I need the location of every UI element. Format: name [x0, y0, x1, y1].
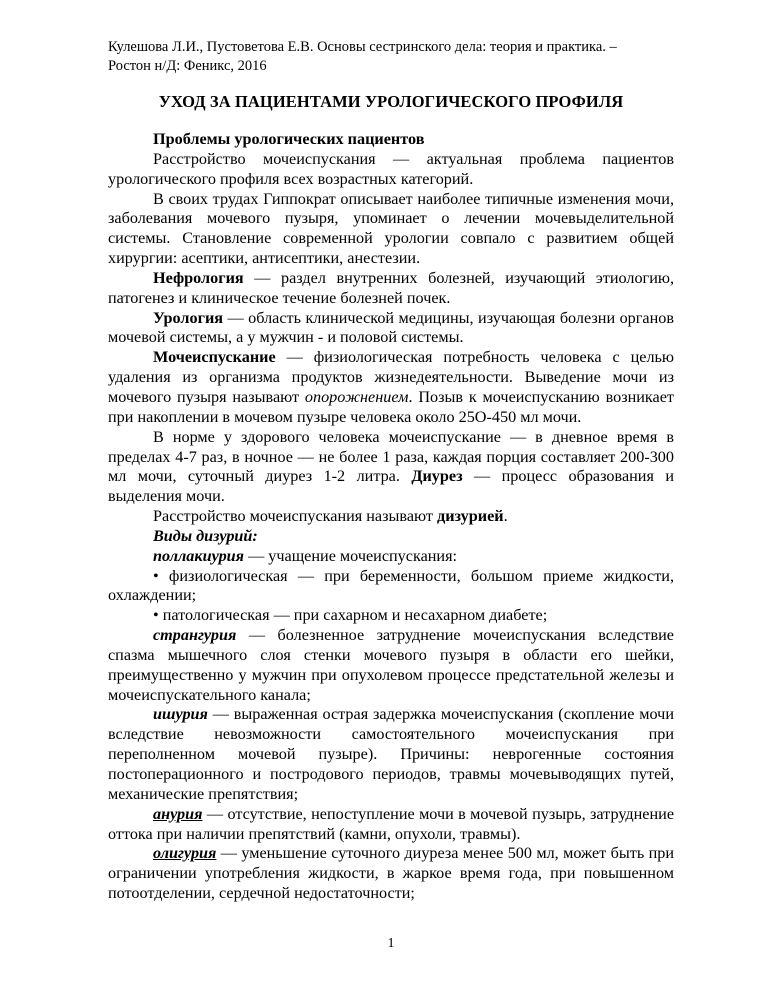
paragraph-oliguria: [108, 844, 674, 904]
dysuria-end: .: [503, 507, 508, 526]
citation-header: [108, 38, 674, 76]
definition-pollakiuria: — учащение мочеиспускания:: [244, 546, 458, 565]
term-emptying: опорожнением: [304, 387, 409, 406]
bullet-pathological: • патологическая — при сахарном и несахарном диабете;: [153, 606, 548, 625]
paragraph-1: Расстройство мочеиспускания — актуальная проблема пациентов урологического профиля всех возрастных категорий.: [108, 149, 674, 188]
document-page: [108, 0, 674, 994]
types-heading-text: Виды дизурий:: [153, 526, 258, 545]
paragraph-urination: [108, 348, 674, 427]
term-pollakiuria: поллакиурия: [153, 546, 245, 565]
paragraph-2: В своих трудах Гиппократ описывает наиболее типичные изменения мочи, заболевания мочевого пузыря, упоминает о лечении мочевыделительной системы. Становление современной урологии совпало с развитием общей хирургии: асептики, антисептики, анестезии.: [108, 189, 674, 268]
section-heading: Проблемы урологических пациентов: [153, 130, 425, 148]
definition-nephrology: — раздел внутренних болезней, изучающий этиологию, патогенез и клиническое течение болезней почек.: [108, 268, 674, 307]
citation-line-2: Ростон н/Д: Феникс, 2016: [108, 58, 267, 74]
term-oliguria: олигурия: [153, 844, 217, 863]
term-urination: Мочеиспускание: [153, 348, 276, 367]
term-dysuria: дизурией: [437, 507, 504, 526]
definition-anuria: — отсутствие, непоступление мочи в мочевой пузырь, затруднение оттока при наличии препятствий (камни, опухоли, травмы).: [108, 804, 674, 843]
definition-ischuria: — выраженная острая задержка мочеиспускания (скопление мочи вследствие невозможности самостоятельного мочеиспускания при переполненном мочевой пузыре). Причины: неврогенные состояния постоперационного и постродового периодов, травмы мочевыводящих путей, механические препятствия;: [108, 705, 674, 803]
definition-oliguria: — уменьшение суточного диуреза менее 500 мл, может быть при ограничении употребления жидкости, в жаркое время года, при повышенном потоотделении, сердечной недостаточности;: [108, 844, 674, 903]
norm-text-b: — процесс образования и выделения мочи.: [108, 467, 674, 506]
definition-urination-b: . Позыв к мочеиспусканию возникает при накоплении в мочевом пузыре человека около 25О-450 мл мочи.: [108, 387, 674, 426]
citation-line-1: Кулешова Л.И., Пустоветова Е.В. Основы сестринского дела: теория и практика. –: [108, 39, 617, 55]
paragraph-pollakiuria: [108, 547, 674, 567]
term-anuria: анурия: [153, 804, 203, 823]
paragraph-anuria: [108, 805, 674, 845]
document-body: [108, 130, 674, 904]
paragraph-ischuria: [108, 705, 674, 804]
bullet-physiological: • физиологическая — при беременности, большом приеме жидкости, охлаждении;: [108, 566, 674, 605]
types-heading: [108, 527, 674, 547]
paragraph-norm: [108, 428, 674, 507]
definition-urination-a: — физиологическая потребность человека с целью удаления из организма продуктов жизнедеятельности. Выведение мочи из мочевого пузыря называют: [108, 348, 674, 406]
paragraph-stranguria: [108, 626, 674, 705]
paragraph-nephrology: [108, 269, 674, 309]
term-urology: Урология: [153, 308, 224, 327]
definition-stranguria: — болезненное затруднение мочеиспускания вследствие спазма мышечного слоя стенки мочевого пузыря в области его шейки, преимущественно у мужчин при опухолевом процессе предстательной железы и мочеиспускательного канала;: [108, 626, 674, 704]
term-stranguria: странгурия: [153, 626, 237, 645]
definition-urology: — область клинической медицины, изучающая болезни органов мочевой системы, а у мужчин - и половой системы.: [108, 308, 674, 347]
norm-text-a: В норме у здорового человека мочеиспускание — в дневное время в пределах 4-7 раз, в ночное — не более 1 раза, каждая порция составляет 200-300 мл мочи, суточный диурез 1-2 литра.: [108, 427, 674, 486]
term-diuresis: Диурез: [411, 467, 463, 486]
paragraph-dysuria: [108, 507, 674, 527]
paragraph-urology: [108, 309, 674, 349]
page-title: УХОД ЗА ПАЦИЕНТАМИ УРОЛОГИЧЕСКОГО ПРОФИЛЯ: [158, 92, 624, 111]
dysuria-text: Расстройство мочеиспускания называют: [153, 507, 437, 526]
term-nephrology: Нефрология: [153, 268, 244, 287]
page-number: 1: [387, 936, 395, 951]
term-ischuria: ишурия: [153, 705, 208, 724]
